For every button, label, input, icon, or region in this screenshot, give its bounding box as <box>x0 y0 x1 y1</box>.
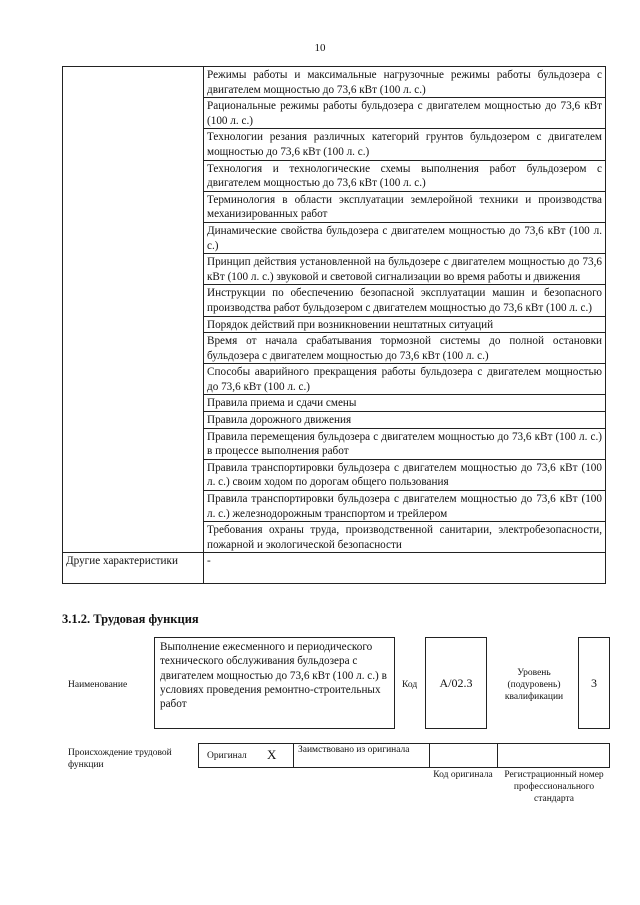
code-label: Код <box>402 680 418 690</box>
table-cell: Правила перемещения бульдозера с двигателем мощностью до 73,6 кВт (100 л. с.) в процессе выполнения работ <box>204 428 606 459</box>
table-cell: Технология и технологические схемы выполнения работ бульдозером с двигателем мощностью до 73,6 кВт (100 л. с.) <box>204 160 606 191</box>
requirements-table <box>62 66 606 584</box>
borrowed-label: Заимствовано из оригинала <box>298 745 410 755</box>
borrowed-cell <box>294 744 430 767</box>
origin-label: Происхождение трудовой функции <box>68 748 172 770</box>
table-row <box>63 67 606 98</box>
code-original-cell <box>430 744 498 767</box>
function-name-box: Выполнение ежесменного и периодического технического обслуживания бульдозера с двигателем мощностью до 73,6 кВт (100 л. с.) в условиях проведения ремонтно-строительных работ <box>154 637 395 729</box>
reg-number-caption: Регистрационный номер профессионального стандарта <box>504 770 604 804</box>
table-row-other <box>63 553 606 584</box>
reg-number-cell <box>498 744 609 767</box>
table-cell: Правила приема и сдачи смены <box>204 395 606 412</box>
other-characteristics-value: - <box>204 553 606 584</box>
page-number: 10 <box>314 42 326 54</box>
table-cell: Рациональные режимы работы бульдозера с двигателем мощностью до 73,6 кВт (100 л. с.) <box>204 98 606 129</box>
table-cell: Правила транспортировки бульдозера с двигателем мощностью до 73,6 кВт (100 л. с.) своим ходом по дорогам общего пользования <box>204 459 606 490</box>
original-cell <box>199 744 294 767</box>
table-cell: Принцип действия установленной на бульдозере с двигателем мощностью до 73,6 кВт (100 л. с.) звуковой и световой сигнализации во время работы и движения <box>204 254 606 285</box>
original-label: Оригинал <box>207 751 247 761</box>
table-cell: Терминология в области эксплуатации землеройной техники и производства механизированных работ <box>204 191 606 222</box>
other-characteristics-label: Другие характеристики <box>63 553 204 584</box>
table-cell: Динамические свойства бульдозера с двигателем мощностью до 73,6 кВт (100 л. с.) <box>204 222 606 253</box>
origin-row <box>198 743 610 768</box>
table-cell: Время от начала срабатывания тормозной системы до полной остановки бульдозера с двигателем мощностью до 73,6 кВт (100 л. с.) <box>204 333 606 364</box>
level-label: Уровень (подуровень) квалификации <box>504 668 564 702</box>
name-label: Наименование <box>68 680 128 690</box>
table-cell: Инструкции по обеспечению безопасной эксплуатации машин и безопасного производства работ бульдозером с двигателем мощностью до 73,6 кВт (100 л. с.) <box>204 285 606 316</box>
table-cell: Технологии резания различных категорий грунтов бульдозером с двигателем мощностью до 73,6 кВт (100 л. с.) <box>204 129 606 160</box>
table-cell: Требования охраны труда, производственной санитарии, электробезопасности, пожарной и экологической безопасности <box>204 522 606 553</box>
code-original-caption: Код оригинала <box>433 770 493 780</box>
code-value-box: А/02.3 <box>425 637 487 729</box>
table-cell: Правила дорожного движения <box>204 412 606 429</box>
section-title: 3.1.2. Трудовая функция <box>62 612 199 626</box>
table-label-cell <box>63 67 204 553</box>
original-mark: X <box>267 747 277 762</box>
table-cell: Правила транспортировки бульдозера с двигателем мощностью до 73,6 кВт (100 л. с.) железнодорожным транспортом и трейлером <box>204 491 606 522</box>
level-value-box: 3 <box>578 637 610 729</box>
table-cell: Порядок действий при возникновении нештатных ситуаций <box>204 316 606 333</box>
table-cell: Способы аварийного прекращения работы бульдозера с двигателем мощностью до 73,6 кВт (100 л. с.) <box>204 364 606 395</box>
table-cell: Режимы работы и максимальные нагрузочные режимы работы бульдозера с двигателем мощностью до 73,6 кВт (100 л. с.) <box>204 67 606 98</box>
